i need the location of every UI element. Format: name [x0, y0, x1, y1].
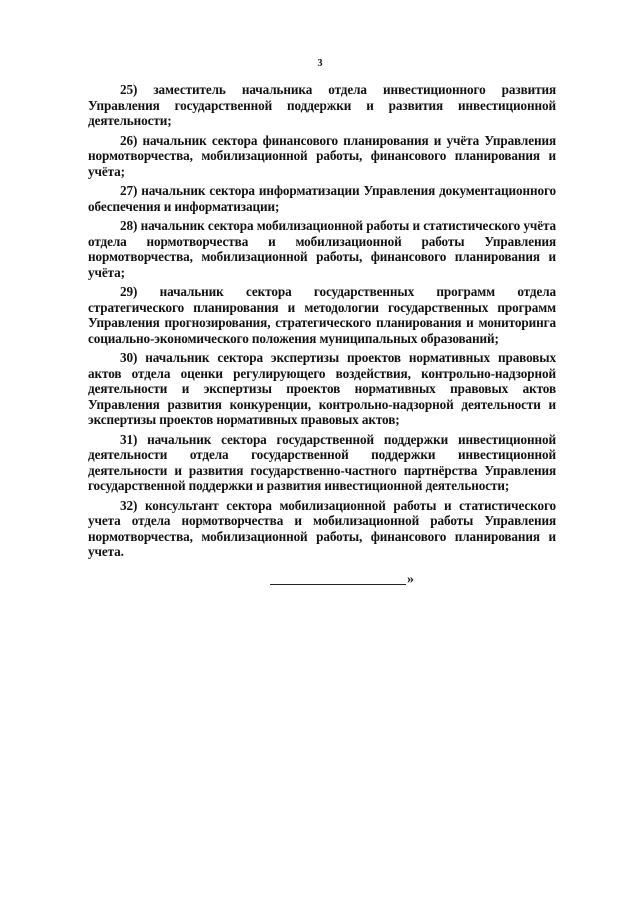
closing-quote: »: [407, 572, 414, 587]
list-item: 31) начальник сектора государственной поддержки инвестиционной деятельности отдела государственной поддержки инвестиционной деятельности и развития государственно-частного партнёрства Управления государственной поддержки и развития инвестиционной деятельности;: [88, 431, 556, 493]
page-number: 3: [317, 58, 323, 69]
list-item: 27) начальник сектора информатизации Управления документационного обеспечения и информатизации;: [88, 183, 556, 214]
list-item: 26) начальник сектора финансового планирования и учёта Управления нормотворчества, мобилизационной работы, финансового планирования и учёта;: [88, 132, 556, 179]
list-item: 29) начальник сектора государственных программ отдела стратегического планирования и методологии государственных программ Управления прогнозирования, стратегического планирования и мониторинга социально-экономического положения муниципальных образований;: [88, 284, 556, 346]
document-body: [88, 82, 556, 564]
list-item: 32) консультант сектора мобилизационной работы и статистического учета отдела нормотворчества и мобилизационной работы Управления нормотворчества, мобилизационной работы, финансового планирования и учета.: [88, 497, 556, 559]
closing-underline: [270, 584, 406, 585]
list-item: 28) начальник сектора мобилизационной работы и статистического учёта отдела нормотворчества и мобилизационной работы Управления нормотворчества, мобилизационной работы, финансового планирования и учёта;: [88, 218, 556, 280]
list-item: 25) заместитель начальника отдела инвестиционного развития Управления государственной поддержки и развития инвестиционной деятельности;: [88, 82, 556, 128]
closing-mark: [270, 570, 420, 588]
list-item: 30) начальник сектора экспертизы проектов нормативных правовых актов отдела оценки регулирующего воздействия, контрольно-надзорной деятельности и экспертизы проектов нормативных правовых актов Управления развития конкуренции, контрольно-надзорной деятельности и экспертизы проектов нормативных правовых актов;: [88, 350, 556, 427]
